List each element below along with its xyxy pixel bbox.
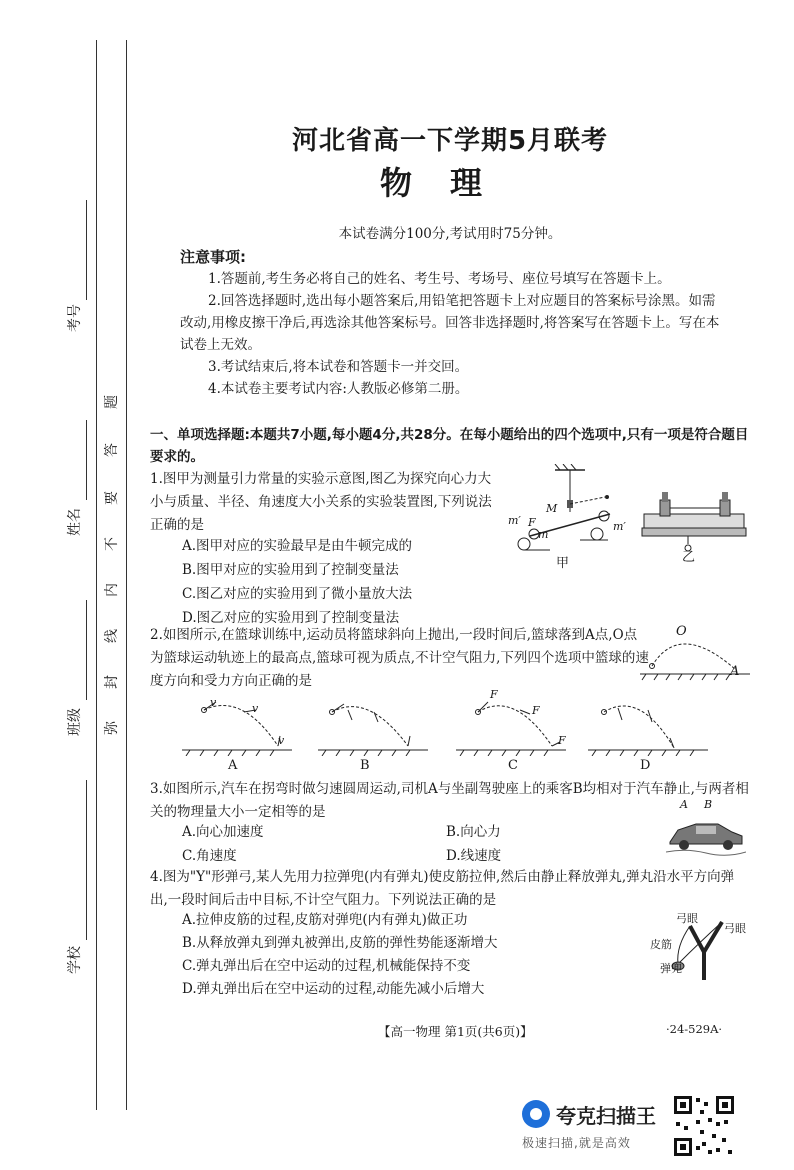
option-D-label: D xyxy=(640,758,651,773)
fig-label-M: M xyxy=(546,502,558,515)
seal-char: 要 xyxy=(104,491,120,505)
exam-meta: 本试卷满分100分,考试用时75分钟。 xyxy=(338,226,562,242)
seal-char: 封 xyxy=(104,675,120,689)
question-4-stem: 4.图为"Y"形弹弓,某人先用力拉弹兜(内有弹丸)使皮筋拉伸,然后由静止释放弹丸,弹丸沿水平方向弹出,一段时间后击中目标,不计空气阻力。下列说法正确的是 xyxy=(150,869,735,908)
seal-char: 内 xyxy=(104,583,120,597)
fig-label-mprime: m′ xyxy=(613,520,626,533)
school-line xyxy=(86,780,87,940)
option-A-label: A xyxy=(228,758,238,773)
fig-label-F: F xyxy=(558,734,566,747)
question-2-stem: 2.如图所示,在篮球训练中,运动员将篮球斜向上抛出,一段时间后,篮球落到A点,O点为篮球运动轨迹上的最高点,篮球可视为质点,不计空气阻力,下列四个选项中篮球的速度方向和受力方向正确的是 xyxy=(150,627,649,689)
seal-char: 弥 xyxy=(104,721,120,735)
question-3-option: D.线速度 xyxy=(446,848,502,864)
option-B-label: B xyxy=(360,758,370,773)
seal-char: 不 xyxy=(104,537,120,551)
fig-label-F: F xyxy=(528,516,536,529)
page-footer: 【高一物理 第1页(共6页)】 xyxy=(378,1024,533,1039)
fig-label-A: A xyxy=(730,664,740,679)
question-4-option: D.弹丸弹出后在空中运动的过程,动能先减小后增大 xyxy=(182,981,485,997)
option-diagram-C xyxy=(456,696,566,756)
notice-heading: 注意事项: xyxy=(180,248,246,266)
notice-item: 1.答题前,考生务必将自己的姓名、考生号、考场号、座位号填写在答题卡上。 xyxy=(208,271,671,287)
fig-label-jia: 甲 xyxy=(556,556,570,571)
fig-label-F: F xyxy=(532,704,540,717)
fig-label-bow-eye: 弓眼 xyxy=(724,922,746,935)
fig-label-v: v xyxy=(210,696,217,709)
question-3-option: C.角速度 xyxy=(182,848,237,864)
question-4-option: A.拉伸皮筋的过程,皮筋对弹兜(内有弹丸)做正功 xyxy=(182,912,468,928)
scanner-logo-icon xyxy=(522,1100,550,1128)
question-3-option: A.向心加速度 xyxy=(182,824,264,840)
fig-label-F: F xyxy=(490,688,498,701)
fig-label-O: O xyxy=(676,624,687,639)
qr-code-icon xyxy=(672,1094,736,1158)
fig-label-yi: 乙 xyxy=(682,550,696,565)
paper-code: ·24-529A· xyxy=(666,1022,723,1036)
notice-item: 4.本试卷主要考试内容:人教版必修第二册。 xyxy=(208,381,469,397)
question-1-option: B.图甲对应的实验用到了控制变量法 xyxy=(182,562,399,578)
fig-label-rubber-band: 皮筋 xyxy=(650,938,672,951)
fig-label-v: v xyxy=(252,702,259,715)
option-diagram-D xyxy=(588,696,708,756)
seal-char: 答 xyxy=(104,443,120,457)
fig-label-m: m xyxy=(538,528,549,541)
question-3-option: B.向心力 xyxy=(446,824,501,840)
exam-title: 河北省高一下学期5月联考 xyxy=(291,126,609,156)
car-figure xyxy=(666,808,746,858)
name-label: 姓名 xyxy=(67,508,83,536)
notice-item: 2.回答选择题时,选出每小题答案后,用铅笔把答题卡上对应题目的答案标号涂黑。如需改动,用橡皮擦干净后,再选涂其他答案标号。回答非选择题时,将答案写在答题卡上。写在本试卷上无效。 xyxy=(180,293,720,353)
fig-label-bow-eye: 弓眼 xyxy=(676,912,698,925)
question-3-stem: 3.如图所示,汽车在拐弯时做匀速圆周运动,司机A与坐副驾驶座上的乘客B均相对于汽车静止,与两者相关的物理量大小一定相等的是 xyxy=(150,781,749,820)
question-1-option: A.图甲对应的实验最早是由牛顿完成的 xyxy=(182,538,413,554)
question-1-stem: 1.图甲为测量引力常量的实验示意图,图乙为探究向心力大小与质量、半径、角速度大小关系的实验装置图,下列说法正确的是 xyxy=(150,471,492,533)
class-label: 班级 xyxy=(67,708,83,736)
exam-subject: 物理 xyxy=(379,164,520,202)
binding-line xyxy=(126,40,127,1110)
question-4-option: C.弹丸弹出后在空中运动的过程,机械能保持不变 xyxy=(182,958,471,974)
school-label: 学校 xyxy=(67,946,83,974)
question-1-option: D.图乙对应的实验用到了控制变量法 xyxy=(182,610,400,626)
scanner-slogan: 极速扫描,就是高效 xyxy=(522,1136,631,1150)
option-C-label: C xyxy=(508,758,518,773)
exam-number-label: 考号 xyxy=(67,304,83,332)
fig-label-v: v xyxy=(278,734,285,747)
question-4-option: B.从释放弹丸到弹丸被弹出,皮筋的弹性势能逐渐增大 xyxy=(182,935,498,951)
option-diagram-A xyxy=(182,698,292,756)
fig-label-pouch: 弹兜 xyxy=(660,962,682,975)
section-heading: 一、单项选择题:本题共7小题,每小题4分,共28分。在每小题给出的四个选项中,只有一项是符合题目要求的。 xyxy=(150,427,749,465)
fig-label-mprime: m′ xyxy=(508,514,521,527)
notice-item: 3.考试结束后,将本试卷和答题卡一并交回。 xyxy=(208,359,469,375)
scanner-name: 夸克扫描王 xyxy=(556,1104,656,1128)
class-line xyxy=(86,600,87,700)
exam-number-line xyxy=(86,200,87,300)
seal-char: 线 xyxy=(104,629,120,643)
option-diagram-B xyxy=(318,698,428,756)
question-1-option: C.图乙对应的实验用到了微小量放大法 xyxy=(182,586,413,602)
fig-label-B: B xyxy=(704,798,713,811)
seal-char: 题 xyxy=(104,395,120,409)
name-line xyxy=(86,420,87,500)
binding-line xyxy=(96,40,97,1110)
scanner-watermark xyxy=(522,1096,672,1156)
fig-label-A: A xyxy=(680,798,688,811)
